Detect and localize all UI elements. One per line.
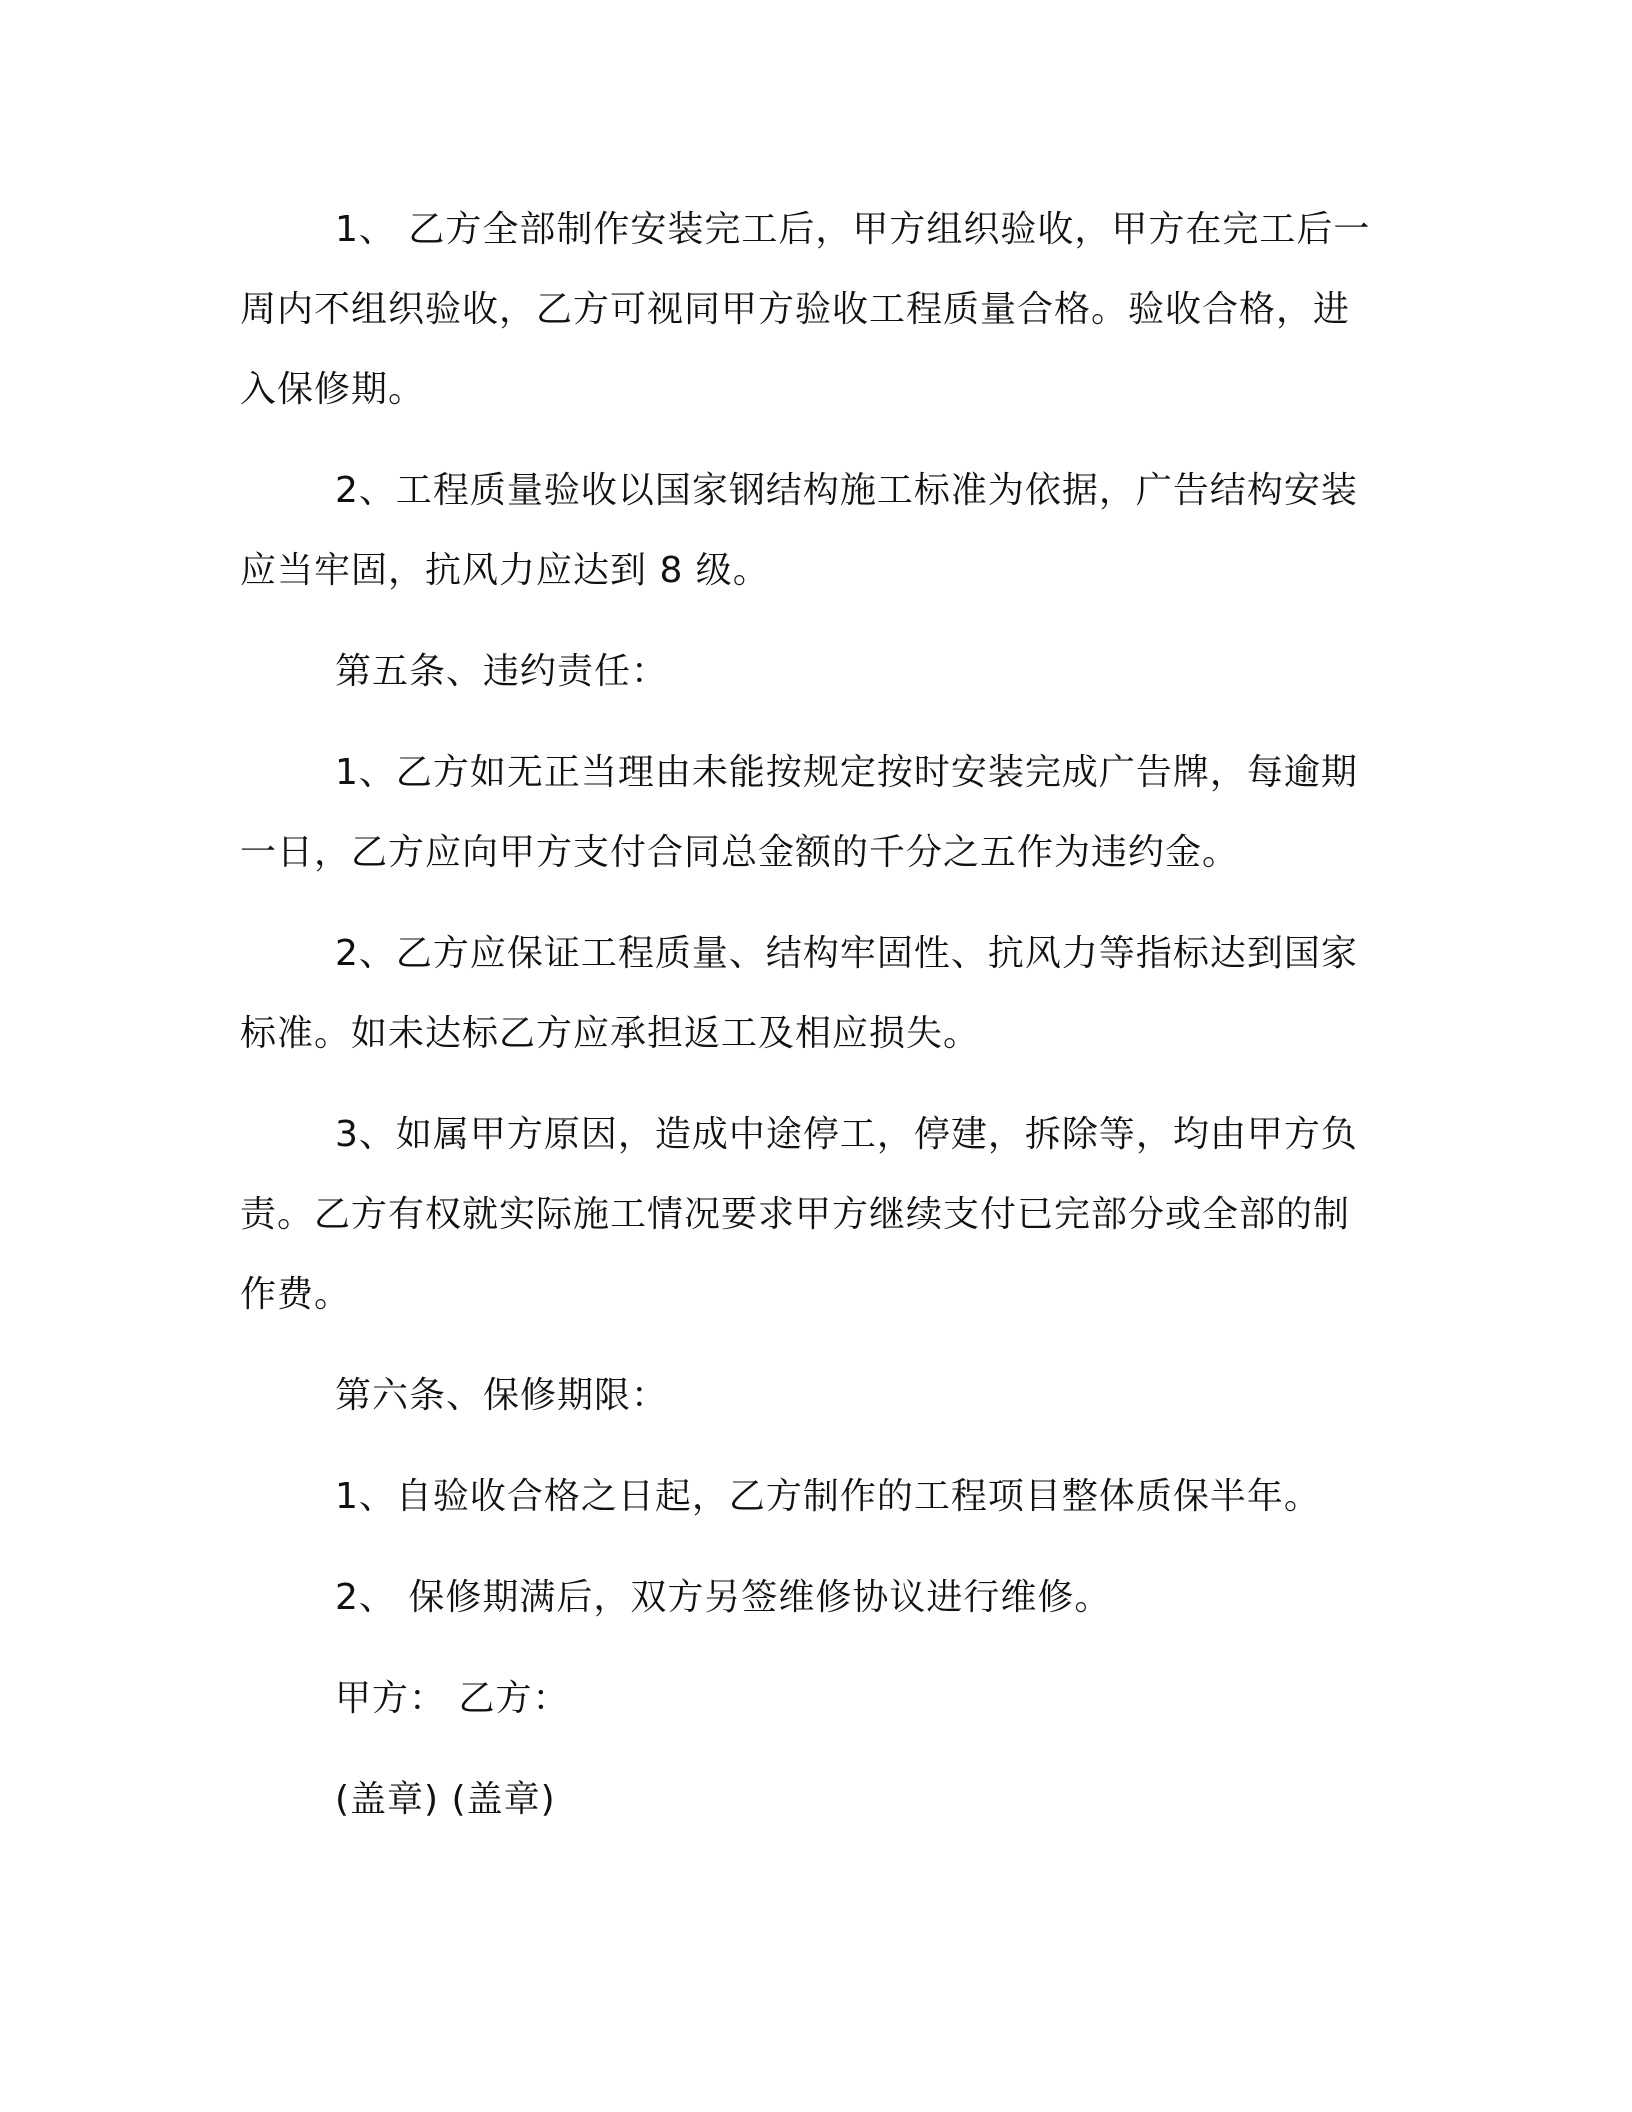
text-line: 第五条、违约责任： [335,651,669,692]
paragraph-warranty-2 [240,1558,1370,1638]
text-line: 1、 乙方全部制作安装完工后，甲方组织验收，甲方在完工后一 [335,209,1371,250]
text-line: 作费。 [240,1274,352,1315]
text-line: 2、 保修期满后，双方另签维修协议进行维修。 [335,1577,1112,1618]
text-line: 应当牢固，抗风力应达到 8 级。 [240,550,770,591]
document-body [240,190,1370,1861]
paragraph-warranty-1 [240,1457,1370,1537]
text-line: 2、乙方应保证工程质量、结构牢固性、抗风力等指标达到国家 [335,933,1358,974]
text-line: 2、工程质量验收以国家钢结构施工标准为依据，广告结构安装 [335,470,1358,511]
paragraph-liability-2 [240,914,1370,1074]
paragraph-acceptance-2 [240,451,1370,611]
text-line: (盖章) (盖章) [335,1779,556,1820]
text-line: 第六条、保修期限： [335,1375,669,1416]
text-line: 入保修期。 [240,369,426,410]
text-line: 1、自验收合格之日起，乙方制作的工程项目整体质保半年。 [335,1476,1321,1517]
text-line: 3、如属甲方原因，造成中途停工，停建，拆除等，均由甲方负 [335,1114,1358,1155]
text-line: 甲方： 乙方： [335,1678,570,1719]
text-line: 标准。如未达标乙方应承担返工及相应损失。 [240,1013,981,1054]
signature-parties [240,1659,1370,1739]
text-line: 1、乙方如无正当理由未能按规定按时安装完成广告牌，每逾期 [335,752,1358,793]
section-heading-article-5 [240,632,1370,712]
paragraph-liability-3 [240,1095,1370,1335]
text-line: 责。乙方有权就实际施工情况要求甲方继续支付已完部分或全部的制 [240,1194,1351,1235]
section-heading-article-6 [240,1356,1370,1436]
signature-seals [240,1760,1370,1840]
paragraph-liability-1 [240,733,1370,893]
paragraph-acceptance-1 [240,190,1370,430]
text-line: 周内不组织验收，乙方可视同甲方验收工程质量合格。验收合格，进 [240,289,1351,330]
text-line: 一日，乙方应向甲方支付合同总金额的千分之五作为违约金。 [240,832,1240,873]
